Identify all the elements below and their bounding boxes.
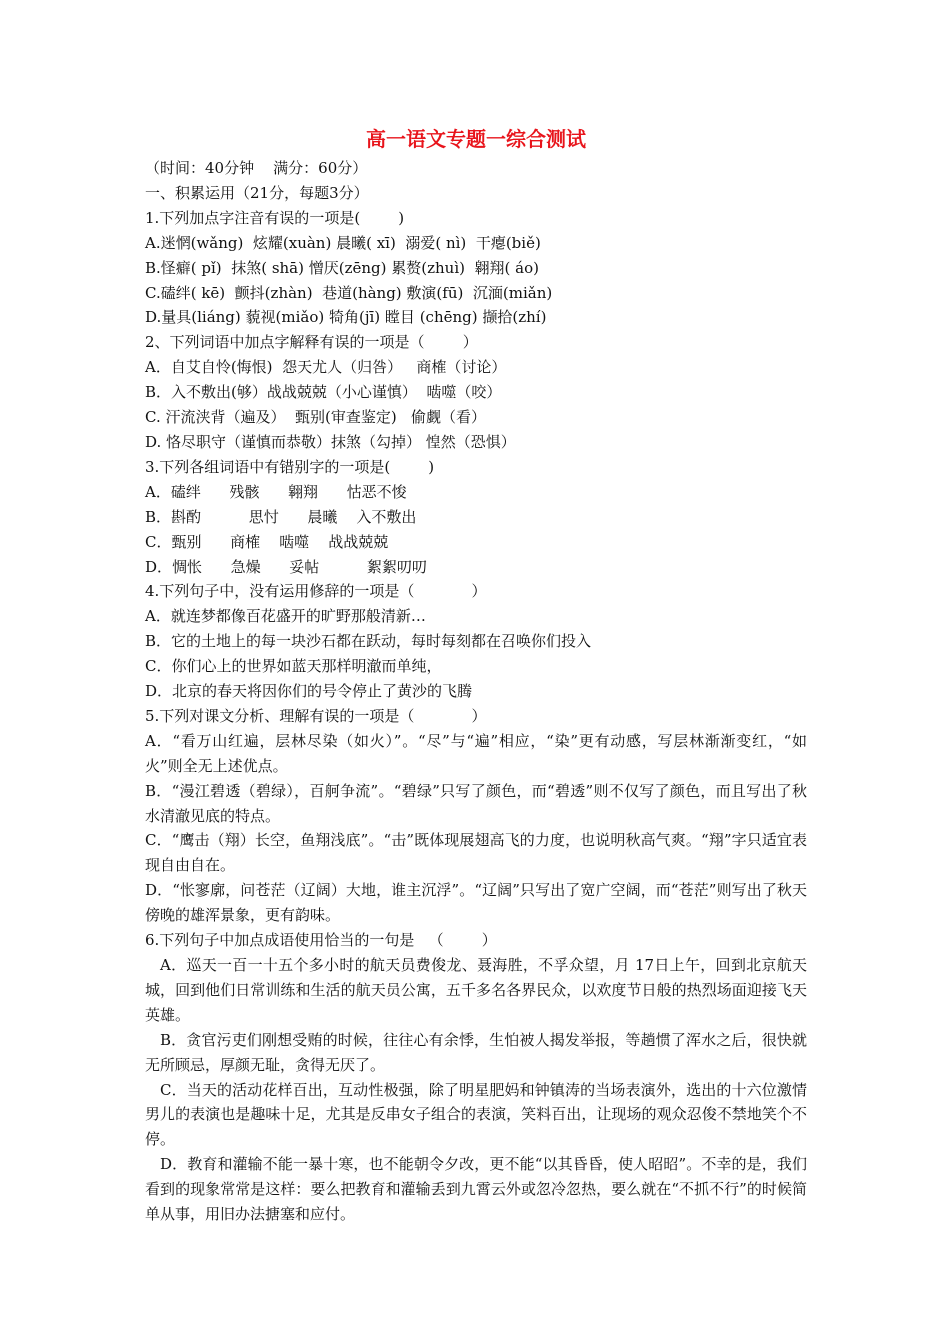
exam-meta: （时间：40分钟 满分：60分） (145, 159, 368, 177)
option-c: C．甄别 商榷 啮噬 战战兢兢 (145, 532, 389, 551)
option-d: D．教育和灌输不能一暴十寒，也不能朝令夕改，更不能“以其昏昏，使人昭昭”。不幸的是，我们看到的现象常常是这样：要么把教育和灌输丢到九霄云外或忽冷忽热，要么就在“不抓不行”的时候简单从事，用旧办法搪塞和应付。 (145, 1155, 807, 1224)
document-title: 高一语文专题一综合测试 (366, 127, 586, 151)
option-c: C. 汗流浃背（遍及） 甄别(审查鉴定) 偷觑（看） (145, 408, 487, 427)
option-a: A．“看万山红遍，层林尽染（如火）”。“尽”与“遍”相应，“染”更有动感，写层林渐渐变红，“如火”则全无上述优点。 (145, 731, 807, 775)
option-d: D．“怅寥廓，问苍茫（辽阔）大地，谁主沉浮”。“辽阔”只写出了宽广空阔，而“苍茫”则写出了秋天傍晚的雄浑景象，更有韵味。 (145, 881, 807, 925)
option-a: A.迷惘(wǎng) 炫耀(xuàn) 晨曦( xī) 溺爱( nì) 干瘪(biě) (145, 233, 541, 252)
question-stem: 6.下列句子中加点成语使用恰当的一句是 （ ） (145, 931, 497, 950)
option-a: A．就连梦都像百花盛开的旷野那般清新… (145, 607, 426, 626)
option-d: D．惆怅 急燥 妥帖 絮絮叨叨 (145, 557, 427, 576)
option-d: D.量具(liáng) 藐视(miǎo) 犄角(jī) 瞠目 (chēng) 撷拾(zhí) (145, 308, 547, 327)
question-stem: 3.下列各组词语中有错别字的一项是( ) (145, 457, 435, 476)
question-2 (145, 330, 807, 455)
document-page (145, 124, 807, 1227)
option-c: C．“鹰击（翔）长空，鱼翔浅底”。“击”既体现展翅高飞的力度，也说明秋高气爽。“翔”字只适宜表现自由自在。 (145, 831, 807, 875)
option-c: C．你们心上的世界如蓝天那样明澈而单纯， (145, 657, 442, 676)
question-4 (145, 579, 807, 704)
question-stem: 2、下列词语中加点字解释有误的一项是（ ） (145, 333, 478, 352)
option-b: B．斟酌 思忖 晨曦 入不敷出 (145, 507, 417, 526)
option-d: D. 恪尽职守（谨慎而恭敬）抹煞（勾掉） 惶然（恐惧） (145, 432, 516, 451)
question-6 (145, 928, 807, 1227)
option-b: B．入不敷出(够）战战兢兢（小心谨慎） 啮噬（咬） (145, 383, 502, 402)
question-3 (145, 455, 807, 580)
question-5 (145, 704, 807, 928)
option-c: C．当天的活动花样百出，互动性极强，除了明星肥妈和钟镇涛的当场表演外，选出的十六位激情男儿的表演也是趣味十足，尤其是反串女子组合的表演，笑料百出，让现场的观众忍俊不禁地笑个不停。 (145, 1080, 807, 1149)
question-1 (145, 206, 807, 331)
section-heading: 一、积累运用（21分，每题3分） (145, 183, 369, 202)
option-b: B．它的土地上的每一块沙石都在跃动，每时每刻都在召唤你们投入 (145, 632, 592, 651)
question-stem: 1.下列加点字注音有误的一项是( ) (145, 208, 405, 227)
option-b: B．贪官污吏们刚想受贿的时候，往往心有余悸，生怕被人揭发举报，等趟惯了浑水之后，很快就无所顾忌，厚颜无耻，贪得无厌了。 (145, 1030, 807, 1074)
question-stem: 4.下列句子中，没有运用修辞的一项是（ ） (145, 582, 487, 601)
option-a: A．巡天一百一十五个多小时的航天员费俊龙、聂海胜，不孚众望，月 17日上午，回到北京航天城，回到他们日常训练和生活的航天员公寓，五千多名各界民众，以欢度节日般的热烈场面迎接飞天英雄。 (145, 956, 807, 1024)
option-a: A．自艾自怜(悔恨) 怨天尤人（归咎） 商榷（讨论） (145, 358, 507, 377)
option-a: A．磕绊 残骸 翱翔 怙恶不悛 (145, 482, 407, 501)
option-c: C.磕绊( kē) 颤抖(zhàn) 巷道(hàng) 敷演(fū) 沉湎(miǎn) (145, 283, 553, 302)
option-d: D．北京的春天将因你们的号令停止了黄沙的飞腾 (145, 682, 473, 701)
option-b: B.怪癖( pǐ) 抹煞( shā) 憎厌(zēng) 累赘(zhuì) 翱翔( áo) (145, 258, 539, 277)
option-b: B．“漫江碧透（碧绿），百舸争流”。“碧绿”只写了颜色，而“碧透”则不仅写了颜色，而且写出了秋水清澈见底的特点。 (145, 781, 807, 825)
question-stem: 5.下列对课文分析、理解有误的一项是（ ） (145, 706, 487, 725)
